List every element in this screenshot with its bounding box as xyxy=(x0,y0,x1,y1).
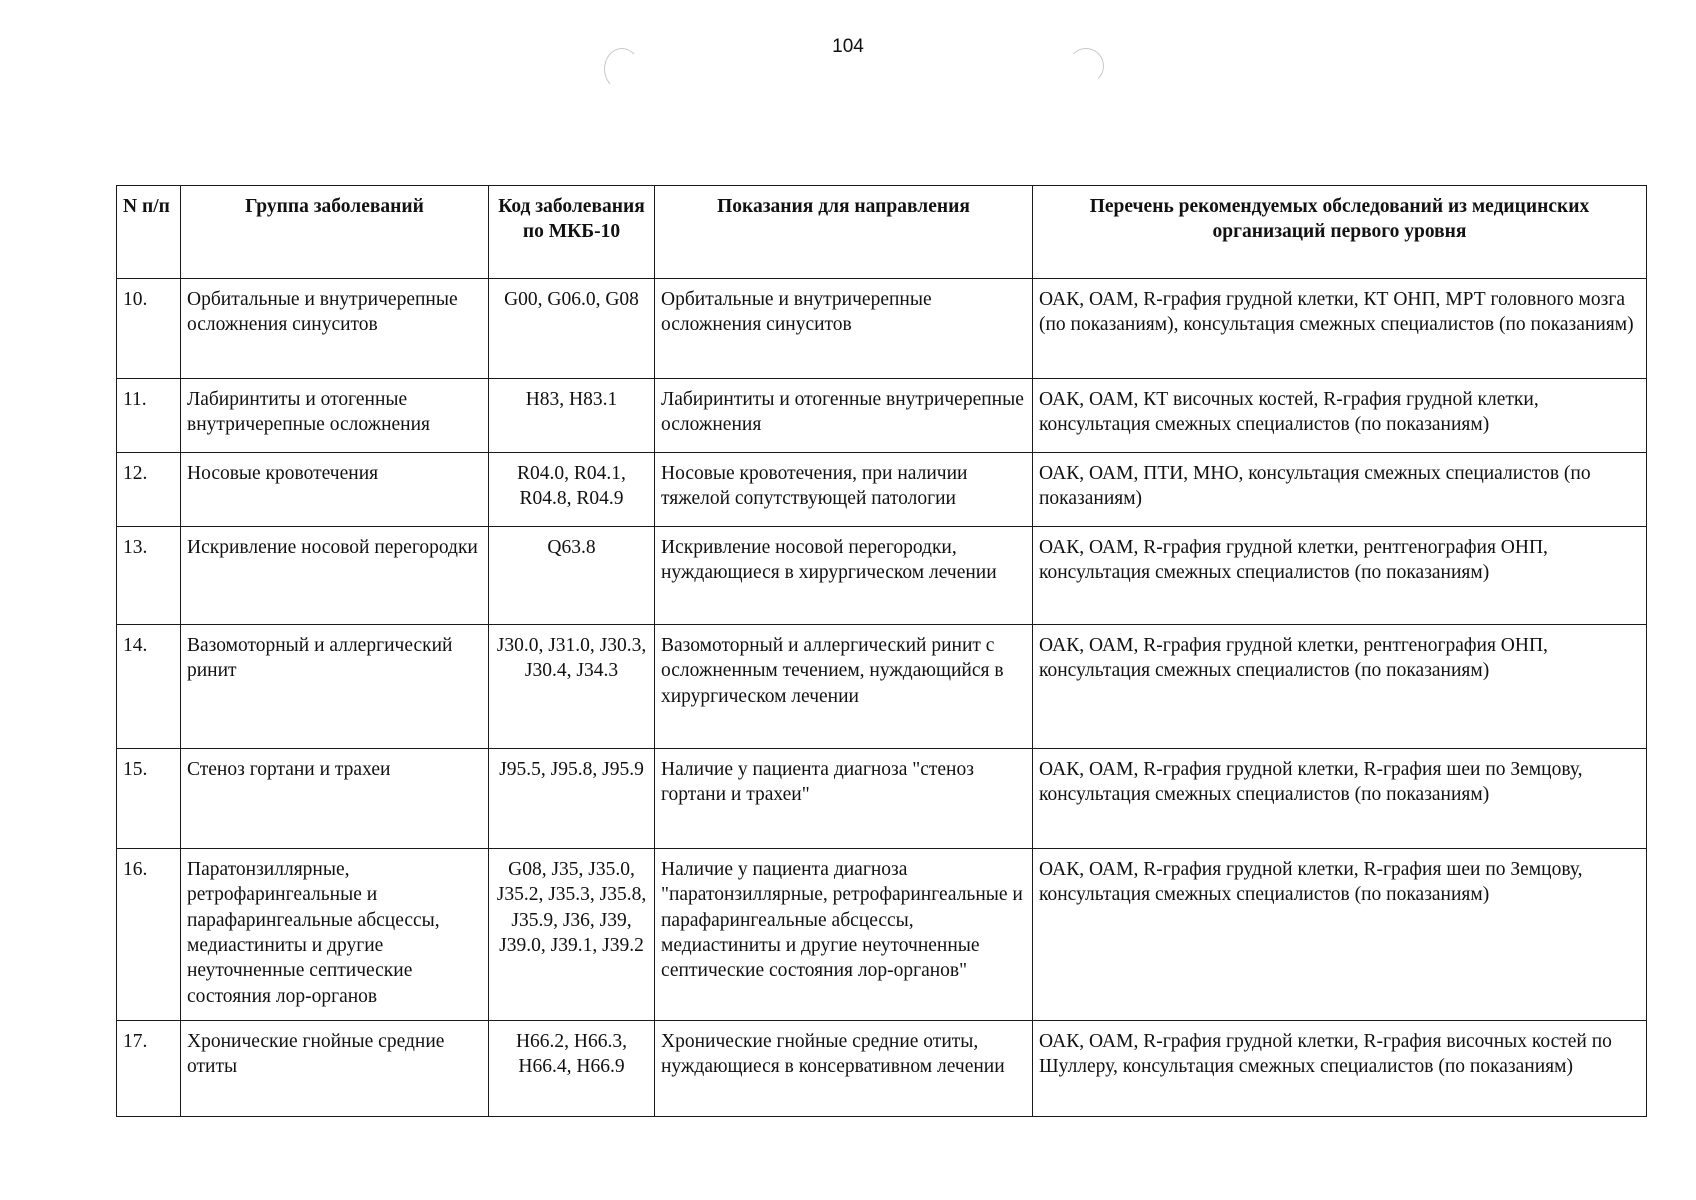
cell-code: H66.2, H66.3, H66.4, H66.9 xyxy=(489,1021,655,1117)
cell-group: Носовые кровотечения xyxy=(181,453,489,527)
table-row xyxy=(117,379,1647,453)
cell-indications: Хронические гнойные средние отиты, нуждающиеся в консервативном лечении xyxy=(655,1021,1033,1117)
cell-code: H83, H83.1 xyxy=(489,379,655,453)
cell-num: 14. xyxy=(117,625,181,749)
cell-indications: Лабиринтиты и отогенные внутричерепные осложнения xyxy=(655,379,1033,453)
cell-exams: ОАК, ОАМ, R-графия грудной клетки, R-графия шеи по Земцову, консультация смежных специалистов (по показаниям) xyxy=(1033,749,1647,849)
cell-num: 12. xyxy=(117,453,181,527)
cell-group: Искривление носовой перегородки xyxy=(181,527,489,625)
header-num: N п/п xyxy=(117,186,181,279)
table-body xyxy=(117,279,1647,1117)
cell-num: 16. xyxy=(117,849,181,1021)
cell-num: 15. xyxy=(117,749,181,849)
header-code: Код заболевания по МКБ-10 xyxy=(489,186,655,279)
cell-indications: Искривление носовой перегородки, нуждающиеся в хирургическом лечении xyxy=(655,527,1033,625)
header-group: Группа заболеваний xyxy=(181,186,489,279)
cell-exams: ОАК, ОАМ, R-графия грудной клетки, КТ ОНП, МРТ головного мозга (по показаниям), консультация смежных специалистов (по показаниям) xyxy=(1033,279,1647,379)
cell-num: 13. xyxy=(117,527,181,625)
cell-group: Хронические гнойные средние отиты xyxy=(181,1021,489,1117)
cell-code: G00, G06.0, G08 xyxy=(489,279,655,379)
header-row xyxy=(117,186,1647,279)
header-exams: Перечень рекомендуемых обследований из медицинских организаций первого уровня xyxy=(1033,186,1647,279)
cell-code: J95.5, J95.8, J95.9 xyxy=(489,749,655,849)
scan-artifact-left xyxy=(604,48,640,90)
cell-exams: ОАК, ОАМ, R-графия грудной клетки, рентгенография ОНП, консультация смежных специалистов (по показаниям) xyxy=(1033,527,1647,625)
table-header xyxy=(117,186,1647,279)
cell-code: J30.0, J31.0, J30.3, J30.4, J34.3 xyxy=(489,625,655,749)
cell-exams: ОАК, ОАМ, R-графия грудной клетки, R-графия височных костей по Шуллеру, консультация смежных специалистов (по показаниям) xyxy=(1033,1021,1647,1117)
scan-artifact-right xyxy=(1068,48,1104,84)
table-row xyxy=(117,625,1647,749)
cell-indications: Наличие у пациента диагноза "стеноз гортани и трахеи" xyxy=(655,749,1033,849)
table-row xyxy=(117,279,1647,379)
cell-exams: ОАК, ОАМ, КТ височных костей, R-графия грудной клетки, консультация смежных специалистов (по показаниям) xyxy=(1033,379,1647,453)
cell-indications: Орбитальные и внутричерепные осложнения синуситов xyxy=(655,279,1033,379)
table-row xyxy=(117,849,1647,1021)
cell-code: R04.0, R04.1, R04.8, R04.9 xyxy=(489,453,655,527)
cell-group: Орбитальные и внутричерепные осложнения синуситов xyxy=(181,279,489,379)
cell-exams: ОАК, ОАМ, R-графия грудной клетки, R-графия шеи по Земцову, консультация смежных специалистов (по показаниям) xyxy=(1033,849,1647,1021)
cell-indications: Вазомоторный и аллергический ринит с осложненным течением, нуждающийся в хирургическом лечении xyxy=(655,625,1033,749)
table-row xyxy=(117,749,1647,849)
referral-table xyxy=(116,185,1647,1117)
cell-indications: Носовые кровотечения, при наличии тяжелой сопутствующей патологии xyxy=(655,453,1033,527)
cell-group: Паратонзиллярные, ретрофарингеальные и парафарингеальные абсцессы, медиастиниты и другие неуточненные септические состояния лор-органов xyxy=(181,849,489,1021)
cell-code: Q63.8 xyxy=(489,527,655,625)
page-number: 104 xyxy=(832,36,864,57)
table-row xyxy=(117,527,1647,625)
cell-exams: ОАК, ОАМ, R-графия грудной клетки, рентгенография ОНП, консультация смежных специалистов (по показаниям) xyxy=(1033,625,1647,749)
cell-num: 17. xyxy=(117,1021,181,1117)
header-indications: Показания для направления xyxy=(655,186,1033,279)
cell-num: 10. xyxy=(117,279,181,379)
cell-group: Вазомоторный и аллергический ринит xyxy=(181,625,489,749)
cell-group: Лабиринтиты и отогенные внутричерепные осложнения xyxy=(181,379,489,453)
cell-group: Стеноз гортани и трахеи xyxy=(181,749,489,849)
cell-indications: Наличие у пациента диагноза "паратонзиллярные, ретрофарингеальные и парафарингеальные абсцессы, медиастиниты и другие неуточненные септические состояния лор-органов" xyxy=(655,849,1033,1021)
table-row xyxy=(117,1021,1647,1117)
cell-exams: ОАК, ОАМ, ПТИ, МНО, консультация смежных специалистов (по показаниям) xyxy=(1033,453,1647,527)
table-row xyxy=(117,453,1647,527)
cell-code: G08, J35, J35.0, J35.2, J35.3, J35.8, J35.9, J36, J39, J39.0, J39.1, J39.2 xyxy=(489,849,655,1021)
cell-num: 11. xyxy=(117,379,181,453)
